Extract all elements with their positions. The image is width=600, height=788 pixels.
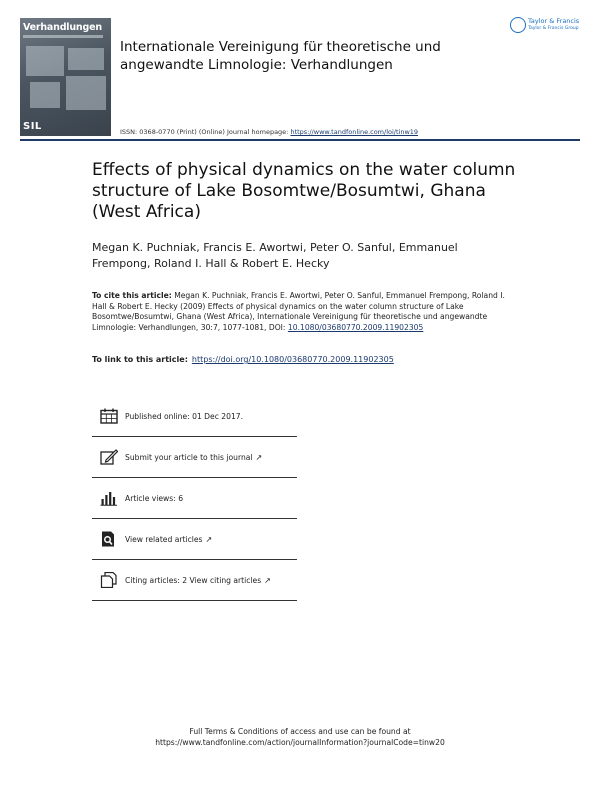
article-doi-link[interactable]: https://doi.org/10.1080/03680770.2009.11902305 (191, 355, 394, 364)
citation-text: Megan K. Puchniak, Francis E. Awortwi, Peter O. Sanful, Emmanuel Frempong, Roland I. Hall & Robert E. Hecky (2009) Effects of physical dynamics on the water column structure of Lake Bosomtwe/Bosumtwi, Ghana (West Africa), Internationale Vereinigung für theoretische und angewandte Limnologie: Verhandlungen, 30:7, 1077-1081, DOI: (92, 291, 505, 332)
submit-article-row[interactable] (92, 437, 297, 478)
external-link-icon: ↗ (255, 453, 263, 462)
citing-articles-link[interactable]: Citing articles: 2 View citing articles (125, 576, 262, 585)
document-search-icon (100, 531, 118, 547)
article-authors: Megan K. Puchniak, Francis E. Awortwi, Peter O. Sanful, Emmanuel Frempong, Roland I. Hall & Robert E. Hecky (92, 241, 458, 270)
citation-label: To cite this article: (92, 291, 172, 300)
published-date: Published online: 01 Dec 2017. (125, 412, 244, 421)
cover-subtitle-bar (23, 35, 103, 38)
external-link-icon: ↗ (264, 576, 271, 585)
issn-text: ISSN: 0368-0770 (Print) (Online) Journal homepage: (120, 128, 289, 136)
submit-article-link[interactable]: Submit your article to this journal (125, 453, 253, 462)
article-link-line (92, 355, 394, 364)
bar-chart-icon (100, 490, 118, 506)
citation-block (92, 291, 512, 333)
journal-cover-image (20, 18, 111, 136)
article-views-row (92, 478, 297, 519)
publisher-logo-group: Taylor & Francis Group (528, 26, 579, 31)
publisher-logo (510, 17, 582, 35)
cover-photo-block (30, 82, 60, 108)
header-divider (20, 139, 580, 141)
external-link-icon: ↗ (205, 535, 213, 544)
published-row (92, 396, 297, 437)
cover-photo-block (66, 76, 106, 110)
article-views: Article views: 6 (125, 494, 184, 503)
publisher-logo-name: Taylor & Francis (528, 17, 580, 25)
article-title: Effects of physical dynamics on the water column structure of Lake Bosomtwe/Bosumtwi, Ghana (West Africa) (92, 160, 516, 222)
calendar-icon (100, 408, 118, 424)
terms-link[interactable]: https://www.tandfonline.com/action/journalInformation?journalCode=tinw20 (155, 738, 445, 747)
link-label: To link to this article: (92, 355, 188, 364)
citation-doi-link[interactable]: 10.1080/03680770.2009.11902305 (287, 322, 424, 332)
cover-logo: SIL (23, 121, 42, 132)
publisher-logo-icon (510, 17, 526, 33)
journal-name: Internationale Vereinigung für theoretische und angewandte Limnologie: Verhandlungen (120, 39, 441, 73)
edit-icon (100, 449, 118, 465)
citing-articles-row[interactable] (92, 560, 297, 601)
citing-documents-icon (100, 572, 118, 588)
journal-homepage-link[interactable]: https://www.tandfonline.com/loi/tinw19 (290, 128, 419, 136)
cover-photo-block (68, 48, 104, 70)
related-articles-link[interactable]: View related articles (125, 535, 203, 544)
cover-photo-block (26, 46, 64, 76)
related-articles-row[interactable] (92, 519, 297, 560)
terms-text: Full Terms & Conditions of access and use can be found at (189, 727, 411, 736)
terms-footer (0, 726, 600, 748)
cover-title: Verhandlungen (23, 22, 102, 33)
issn-line (120, 128, 418, 136)
